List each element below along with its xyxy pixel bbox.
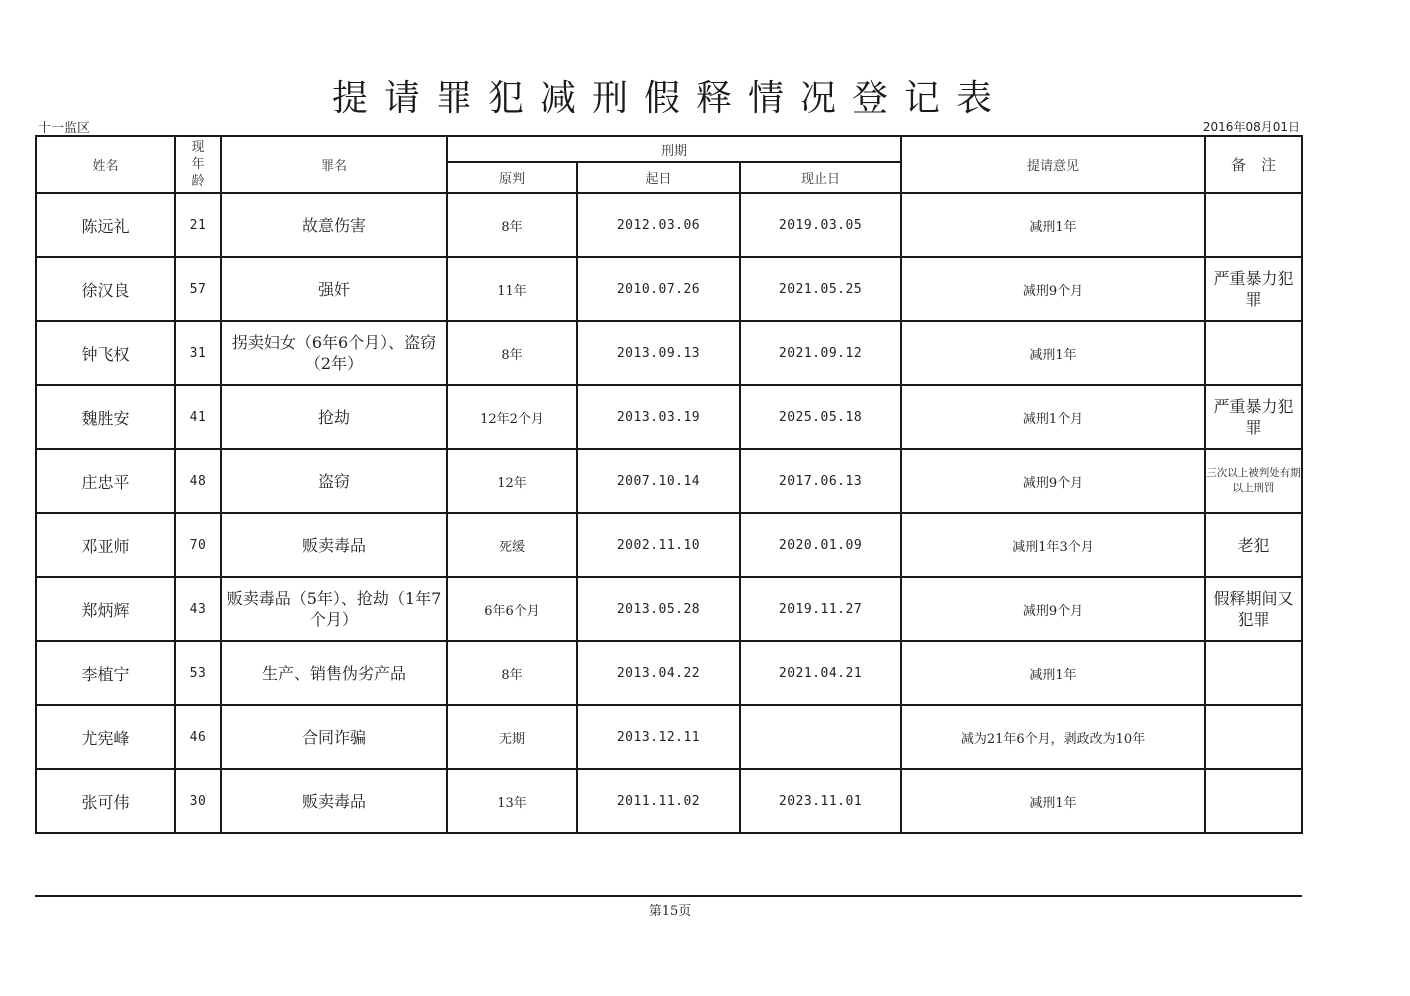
- cell-opinion: 减刑9个月: [901, 577, 1205, 641]
- cell-name: 陈远礼: [36, 193, 175, 257]
- cell-original: 12年2个月: [447, 385, 577, 449]
- cell-crime: 生产、销售伪劣产品: [221, 641, 447, 705]
- header-crime: 罪名: [221, 136, 447, 193]
- cell-age: 46: [175, 705, 221, 769]
- cell-end: 2020.01.09: [740, 513, 901, 577]
- header-age-char-1: 现: [191, 140, 205, 155]
- cell-original: 13年: [447, 769, 577, 833]
- cell-name: 张可伟: [36, 769, 175, 833]
- cell-crime: 拐卖妇女（6年6个月）、盗窃（2年）: [221, 321, 447, 385]
- cell-crime: 强奸: [221, 257, 447, 321]
- cell-crime: 贩卖毒品（5年）、抢劫（1年7个月）: [221, 577, 447, 641]
- cell-opinion: 减为21年6个月，剥政改为10年: [901, 705, 1205, 769]
- header-original: 原判: [447, 162, 577, 193]
- table-row: [36, 321, 1302, 385]
- cell-start: 2013.03.19: [577, 385, 740, 449]
- cell-end: 2023.11.01: [740, 769, 901, 833]
- cell-name: 庄忠平: [36, 449, 175, 513]
- cell-crime: 贩卖毒品: [221, 513, 447, 577]
- table-row: [36, 193, 1302, 257]
- table-row: [36, 641, 1302, 705]
- header-name: 姓名: [36, 136, 175, 193]
- header-remark: 备 注: [1205, 136, 1302, 193]
- cell-original: 11年: [447, 257, 577, 321]
- cell-opinion: 减刑9个月: [901, 257, 1205, 321]
- table-row: [36, 513, 1302, 577]
- cell-age: 48: [175, 449, 221, 513]
- cell-end: [740, 705, 901, 769]
- table-body: [36, 193, 1302, 833]
- cell-age: 41: [175, 385, 221, 449]
- cell-original: 8年: [447, 193, 577, 257]
- cell-name: 邓亚师: [36, 513, 175, 577]
- cell-start: 2012.03.06: [577, 193, 740, 257]
- footer-divider: [35, 895, 1302, 897]
- cell-age: 70: [175, 513, 221, 577]
- table-row: [36, 385, 1302, 449]
- table-row: [36, 577, 1302, 641]
- cell-original: 无期: [447, 705, 577, 769]
- cell-start: 2013.09.13: [577, 321, 740, 385]
- cell-remark: [1205, 193, 1302, 257]
- cell-start: 2007.10.14: [577, 449, 740, 513]
- cell-original: 6年6个月: [447, 577, 577, 641]
- prison-unit-label: 十一监区: [38, 121, 91, 136]
- cell-remark: 严重暴力犯罪: [1205, 385, 1302, 449]
- registration-table: [35, 135, 1303, 834]
- cell-original: 8年: [447, 321, 577, 385]
- header-age-char-3: 龄: [191, 174, 205, 189]
- cell-name: 尤宪峰: [36, 705, 175, 769]
- header-opinion: 提请意见: [901, 136, 1205, 193]
- cell-end: 2019.03.05: [740, 193, 901, 257]
- header-term: 刑期: [447, 136, 901, 162]
- cell-start: 2011.11.02: [577, 769, 740, 833]
- cell-remark: [1205, 641, 1302, 705]
- cell-remark: 严重暴力犯罪: [1205, 257, 1302, 321]
- cell-age: 30: [175, 769, 221, 833]
- cell-end: 2019.11.27: [740, 577, 901, 641]
- cell-crime: 盗窃: [221, 449, 447, 513]
- cell-name: 钟飞权: [36, 321, 175, 385]
- cell-start: 2010.07.26: [577, 257, 740, 321]
- cell-opinion: 减刑1年3个月: [901, 513, 1205, 577]
- cell-start: 2002.11.10: [577, 513, 740, 577]
- cell-end: 2017.06.13: [740, 449, 901, 513]
- header-age: [175, 136, 221, 193]
- table-row: [36, 449, 1302, 513]
- cell-end: 2021.09.12: [740, 321, 901, 385]
- cell-end: 2021.05.25: [740, 257, 901, 321]
- cell-remark: 三次以上被判处有期以上刑罚: [1205, 449, 1302, 513]
- page-title: 提请罪犯减刑假释情况登记表: [331, 78, 1008, 119]
- cell-name: 郑炳辉: [36, 577, 175, 641]
- cell-age: 21: [175, 193, 221, 257]
- cell-name: 魏胜安: [36, 385, 175, 449]
- cell-remark: [1205, 769, 1302, 833]
- cell-crime: 故意伤害: [221, 193, 447, 257]
- cell-start: 2013.12.11: [577, 705, 740, 769]
- cell-opinion: 减刑1年: [901, 193, 1205, 257]
- cell-start: 2013.05.28: [577, 577, 740, 641]
- cell-age: 31: [175, 321, 221, 385]
- cell-crime: 抢劫: [221, 385, 447, 449]
- cell-crime: 贩卖毒品: [221, 769, 447, 833]
- cell-remark: [1205, 705, 1302, 769]
- cell-age: 57: [175, 257, 221, 321]
- cell-original: 8年: [447, 641, 577, 705]
- cell-opinion: 减刑1年: [901, 321, 1205, 385]
- cell-remark: 假释期间又犯罪: [1205, 577, 1302, 641]
- cell-end: 2025.05.18: [740, 385, 901, 449]
- header-end: 现止日: [740, 162, 901, 193]
- cell-opinion: 减刑9个月: [901, 449, 1205, 513]
- cell-remark: [1205, 321, 1302, 385]
- cell-age: 53: [175, 641, 221, 705]
- header-start: 起日: [577, 162, 740, 193]
- cell-opinion: 减刑1年: [901, 769, 1205, 833]
- cell-name: 李植宁: [36, 641, 175, 705]
- cell-name: 徐汉良: [36, 257, 175, 321]
- table-row: [36, 769, 1302, 833]
- cell-opinion: 减刑1个月: [901, 385, 1205, 449]
- header-age-char-2: 年: [191, 157, 205, 172]
- page-number: 第15页: [648, 904, 692, 919]
- cell-start: 2013.04.22: [577, 641, 740, 705]
- table-row: [36, 257, 1302, 321]
- report-date: 2016年08月01日: [1202, 120, 1300, 134]
- table-row: [36, 705, 1302, 769]
- cell-crime: 合同诈骗: [221, 705, 447, 769]
- cell-original: 12年: [447, 449, 577, 513]
- cell-opinion: 减刑1年: [901, 641, 1205, 705]
- cell-age: 43: [175, 577, 221, 641]
- cell-original: 死缓: [447, 513, 577, 577]
- cell-remark: 老犯: [1205, 513, 1302, 577]
- cell-end: 2021.04.21: [740, 641, 901, 705]
